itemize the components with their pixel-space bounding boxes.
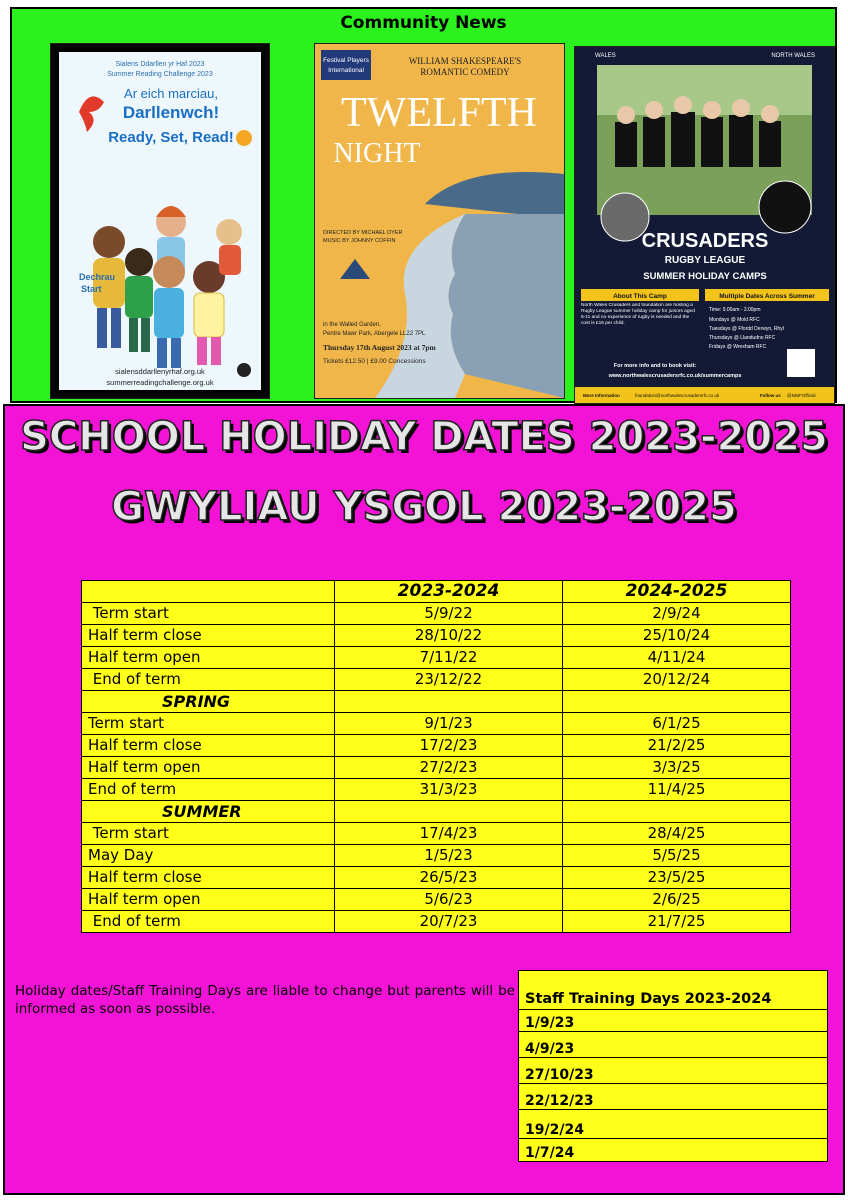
row-label: Half term open (82, 757, 335, 779)
poster3-line3: RUGBY LEAGUE (664, 255, 746, 266)
change-notice: Holiday dates/Staff Training Days are liable to change but parents will be informed as soon as possible. (15, 983, 515, 1017)
table-row (82, 603, 791, 625)
face-silhouette (448, 214, 564, 398)
row-label: End of term (82, 911, 335, 933)
festival-players-logo (321, 50, 371, 80)
staff-training-date: 27/10/23 (519, 1058, 828, 1084)
date-2023-2024: 17/4/23 (335, 823, 563, 845)
poster2-festival-a: Festival Players (323, 57, 369, 64)
crusaders-rugby-poster (574, 46, 835, 404)
table-row (82, 779, 791, 801)
poster3-line12: Fridays @ Wrexham RFC (709, 344, 767, 350)
row-label: End of term (82, 669, 335, 691)
table-row (82, 889, 791, 911)
poster3-line11: Thursdays @ Llandudno RFC (709, 335, 776, 341)
poster3-line7: North Wales Crusaders and foundation are hosting a Rugby League summer holiday camp for juniors aged 5-11 and no experience of rugby is needed and the cost is £15 per child. (581, 303, 695, 326)
row-label: End of term (82, 779, 335, 801)
section-row-spring (82, 691, 791, 713)
star-icon (236, 130, 252, 146)
community-news-title: Community News (340, 13, 507, 33)
section-label: SPRING (82, 691, 335, 713)
column-header-2024-2025: 2024-2025 (563, 581, 791, 603)
staff-training-date: 19/2/24 (519, 1110, 828, 1139)
poster1-line0: Sialens Ddarllen yr Haf 2023 (115, 61, 205, 68)
poster3-line0: WALES (595, 53, 616, 59)
phoenix-icon (79, 96, 104, 132)
staff-training-date: 1/7/24 (519, 1139, 828, 1162)
poster3-line9: Mondays @ Mold RFC (709, 317, 760, 323)
staff-training-row (519, 1084, 828, 1110)
poster3-line15: More Information (583, 393, 620, 398)
row-label: Half term close (82, 735, 335, 757)
poster3-line4: SUMMER HOLIDAY CAMPS (643, 271, 767, 282)
date-2023-2024: 20/7/23 (335, 911, 563, 933)
poster2-line6: MUSIC BY JOHNNY COFFIN (323, 238, 396, 244)
poster1-line6: sialensddarllenyrhaf.org.uk (115, 367, 205, 376)
date-2024-2025: 21/2/25 (563, 735, 791, 757)
poster3-line17: Follow us (760, 393, 781, 398)
header-blank-cell (82, 581, 335, 603)
date-2024-2025: 11/4/25 (563, 779, 791, 801)
row-label: Half term close (82, 867, 335, 889)
table-row (82, 713, 791, 735)
poster1-line2b: Darllenwch! (122, 103, 220, 122)
column-header-2023-2024: 2023-2024 (335, 581, 563, 603)
date-2023-2024: 26/5/23 (335, 867, 563, 889)
row-label: Term start (82, 603, 335, 625)
section-empty-cell (335, 691, 563, 713)
date-2023-2024: 5/9/22 (335, 603, 563, 625)
table-row (82, 823, 791, 845)
staff-training-row (519, 1058, 828, 1084)
date-2024-2025: 2/9/24 (563, 603, 791, 625)
table-row (82, 647, 791, 669)
section-empty-cell (335, 801, 563, 823)
community-news-panel (10, 7, 837, 403)
poster3-line6: Multiple Dates Across Summer (719, 293, 815, 300)
date-2024-2025: 23/5/25 (563, 867, 791, 889)
poster3-line18: @NWFOfficial (787, 393, 816, 398)
staff-training-row (519, 1010, 828, 1032)
poster2-line8: Pentre Mawr Park, Abergele LL22 7PL (323, 331, 426, 337)
crusaders-badge-right (759, 181, 811, 233)
poster2-line7: in the Walled Garden, (323, 322, 381, 328)
table-row (82, 757, 791, 779)
poster1-line1: Summer Reading Challenge 2023 (107, 71, 213, 78)
staff-training-row (519, 1139, 828, 1162)
poster2-line2: ROMANTIC COMEDY (420, 67, 510, 77)
row-label: Half term open (82, 889, 335, 911)
section-empty-cell (563, 801, 791, 823)
poster1-line2a: Ar eich marciau, (124, 86, 218, 101)
crusaders-artwork (575, 47, 834, 403)
poster2-line10: Tickets £12.50 | £9.00 Concessions (323, 358, 426, 365)
twelfth-night-poster (314, 43, 565, 399)
poster1-line4: Dechrau (79, 272, 116, 282)
date-2024-2025: 25/10/24 (563, 625, 791, 647)
table-row (82, 735, 791, 757)
staff-training-row (519, 1110, 828, 1139)
date-2023-2024: 7/11/22 (335, 647, 563, 669)
poster3-line2: CRUSADERS (641, 230, 769, 252)
table-row (82, 911, 791, 933)
row-label: Term start (82, 713, 335, 735)
holiday-title-welsh: GWYLIAU YSGOL 2023-2025 (111, 484, 737, 530)
qr-code-icon (787, 349, 815, 377)
row-label: Term start (82, 823, 335, 845)
table-row (82, 867, 791, 889)
poster2-line1: WILLIAM SHAKESPEARE'S (408, 56, 522, 66)
poster1-line7: summerreadingchallenge.org.uk (106, 378, 214, 387)
summer-reading-poster (50, 43, 270, 399)
date-2023-2024: 5/6/23 (335, 889, 563, 911)
poster3-line8: Time: 9.00am - 3.00pm (709, 307, 761, 313)
date-2024-2025: 28/4/25 (563, 823, 791, 845)
staff-training-date: 1/9/23 (519, 1010, 828, 1032)
date-2024-2025: 4/11/24 (563, 647, 791, 669)
date-2024-2025: 21/7/25 (563, 911, 791, 933)
poster2-line9: Thursday 17th August 2023 at 7pm (323, 343, 436, 352)
poster2-festival-b: International (328, 67, 364, 74)
poster3-line5: About This Camp (613, 293, 667, 300)
date-2024-2025: 2/6/25 (563, 889, 791, 911)
staff-training-row (519, 1032, 828, 1058)
section-empty-cell (563, 691, 791, 713)
poster3-line13: For more info and to book visit: (613, 363, 697, 369)
holiday-dates-table (81, 580, 791, 933)
children-illustration (93, 206, 251, 377)
section-label: SUMMER (82, 801, 335, 823)
poster2-line4: NIGHT (333, 138, 421, 169)
table-row (82, 669, 791, 691)
poster1-line3: Ready, Set, Read! (108, 129, 234, 146)
date-2023-2024: 31/3/23 (335, 779, 563, 801)
date-2023-2024: 23/12/22 (335, 669, 563, 691)
poster1-line5: Start (81, 284, 102, 294)
poster3-line10: Tuesdays @ Ffordd Derwyn, Rhyl (709, 326, 784, 332)
staff-training-table (518, 970, 828, 1162)
table-header-row (82, 581, 791, 603)
table-row (82, 845, 791, 867)
poster3-line16: foundation@northwalescrusadersrfc.co.uk (635, 393, 720, 398)
date-2023-2024: 1/5/23 (335, 845, 563, 867)
section-row-summer (82, 801, 791, 823)
table-row (82, 625, 791, 647)
row-label: Half term close (82, 625, 335, 647)
poster3-line14: www.northwalescrusadersrfc.co.uk/summercamps (608, 373, 742, 379)
summer-reading-artwork (59, 52, 261, 390)
date-2024-2025: 6/1/25 (563, 713, 791, 735)
staff-training-title: Staff Training Days 2023-2024 (519, 971, 828, 1010)
holiday-title-english: SCHOOL HOLIDAY DATES 2023-2025 (20, 414, 828, 460)
holiday-dates-panel (3, 404, 845, 1195)
staff-training-date: 4/9/23 (519, 1032, 828, 1058)
poster3-line1: NORTH WALES (771, 53, 815, 59)
date-2024-2025: 5/5/25 (563, 845, 791, 867)
date-2023-2024: 28/10/22 (335, 625, 563, 647)
poster2-line5: DIRECTED BY MICHAEL DYER (323, 230, 403, 236)
date-2024-2025: 20/12/24 (563, 669, 791, 691)
date-2024-2025: 3/3/25 (563, 757, 791, 779)
date-2023-2024: 9/1/23 (335, 713, 563, 735)
poster2-line3: TWELFTH (341, 90, 537, 136)
date-2023-2024: 27/2/23 (335, 757, 563, 779)
staff-training-header-row (519, 971, 828, 1010)
date-2023-2024: 17/2/23 (335, 735, 563, 757)
row-label: Half term open (82, 647, 335, 669)
staff-training-date: 22/12/23 (519, 1084, 828, 1110)
twelfth-night-artwork (315, 44, 564, 398)
row-label: May Day (82, 845, 335, 867)
